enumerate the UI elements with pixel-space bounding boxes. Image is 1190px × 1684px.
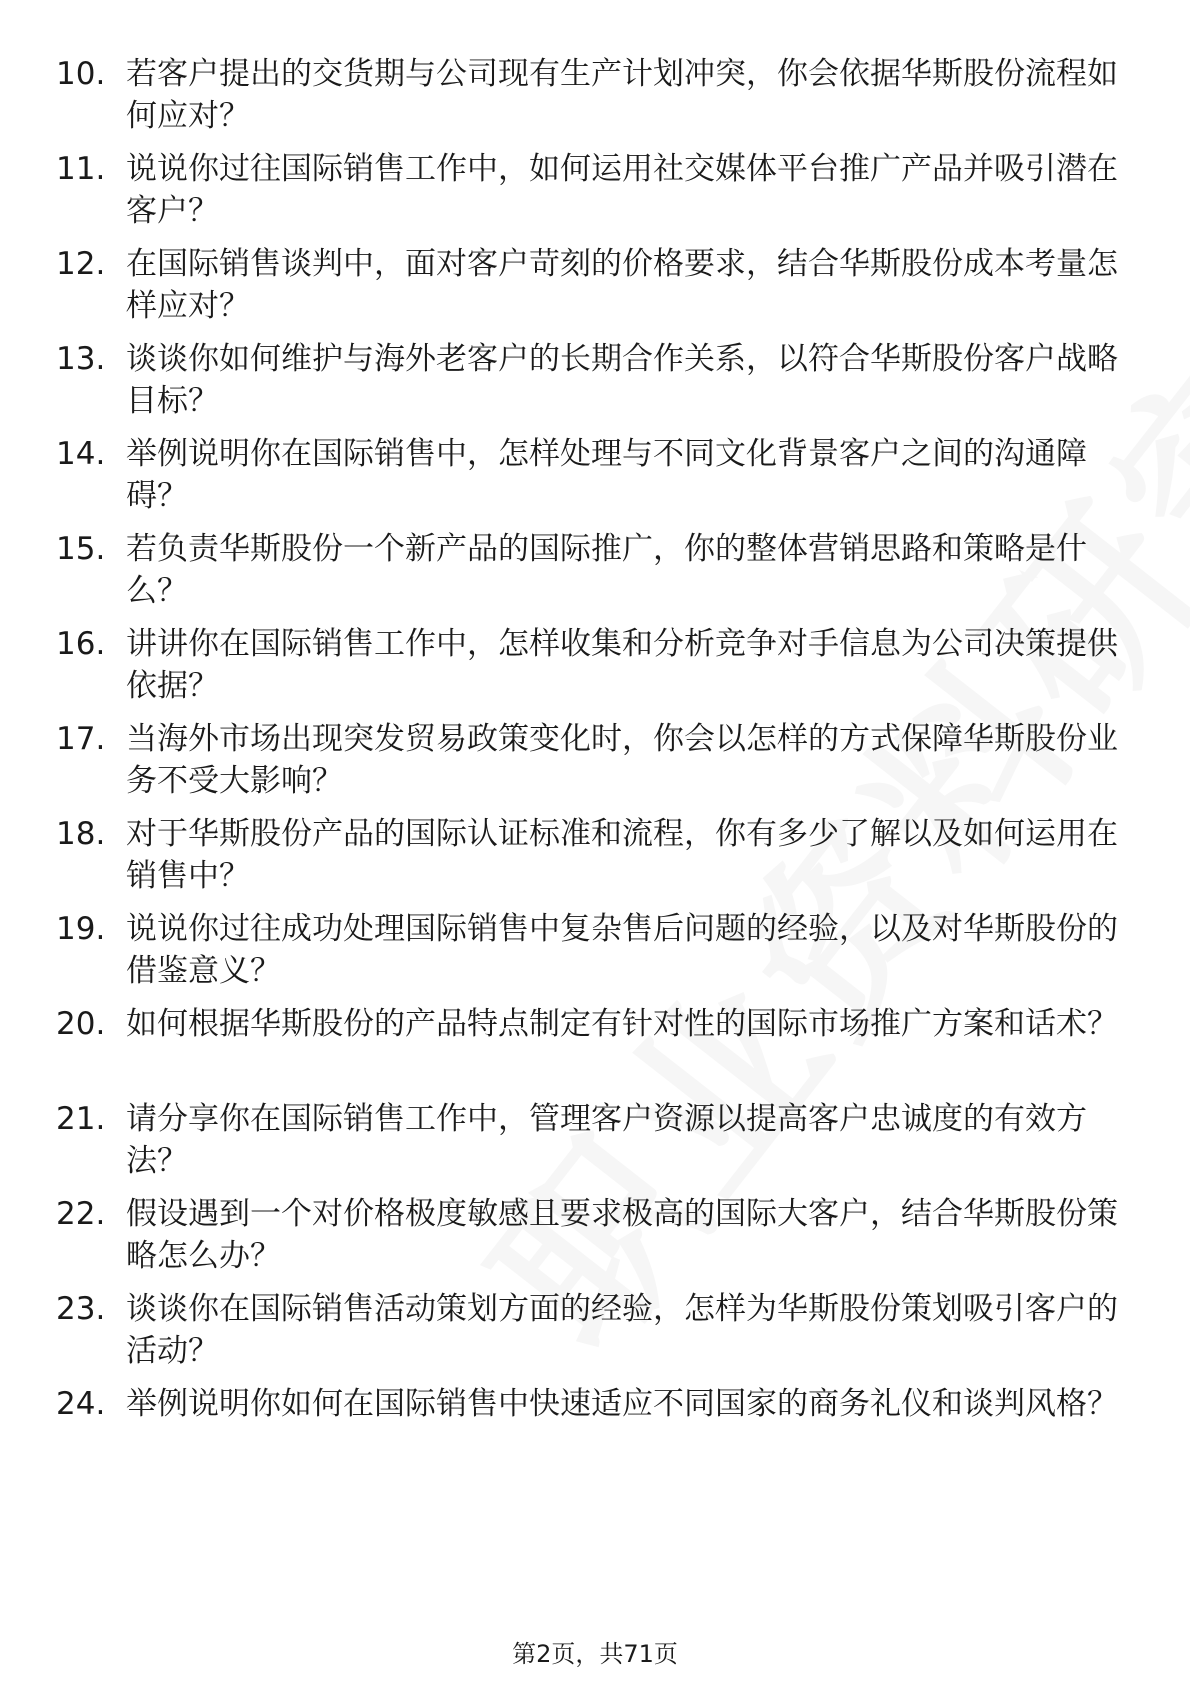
question-number: 21. <box>56 1101 106 1137</box>
question-number: 10. <box>56 56 106 92</box>
page-footer: 第2页，共71页 <box>512 1640 678 1668</box>
question-text: 在国际销售谈判中，面对客户苛刻的价格要求，结合华斯股份成本考量怎样应对？ <box>126 246 1118 324</box>
question-text: 说说你过往国际销售工作中，如何运用社交媒体平台推广产品并吸引潜在客户？ <box>126 151 1118 229</box>
question-text: 假设遇到一个对价格极度敏感且要求极高的国际大客户，结合华斯股份策略怎么办？ <box>126 1196 1118 1274</box>
question-text: 说说你过往成功处理国际销售中复杂售后问题的经验，以及对华斯股份的借鉴意义？ <box>126 911 1118 989</box>
question-text: 如何根据华斯股份的产品特点制定有针对性的国际市场推广方案和话术？ <box>126 1006 1118 1042</box>
question-number: 22. <box>56 1196 106 1232</box>
question-text: 举例说明你在国际销售中，怎样处理与不同文化背景客户之间的沟通障碍？ <box>126 436 1087 514</box>
question-text: 举例说明你如何在国际销售中快速适应不同国家的商务礼仪和谈判风格？ <box>126 1386 1118 1422</box>
question-text: 讲讲你在国际销售工作中，怎样收集和分析竞争对手信息为公司决策提供依据？ <box>126 626 1118 704</box>
question-number: 12. <box>56 246 106 282</box>
question-number: 17. <box>56 721 106 757</box>
question-text: 谈谈你如何维护与海外老客户的长期合作关系，以符合华斯股份客户战略目标？ <box>126 341 1118 419</box>
question-number: 23. <box>56 1291 106 1327</box>
question-text: 若客户提出的交货期与公司现有生产计划冲突，你会依据华斯股份流程如何应对？ <box>126 56 1118 134</box>
question-number: 18. <box>56 816 106 852</box>
question-text: 若负责华斯股份一个新产品的国际推广，你的整体营销思路和策略是什么？ <box>126 531 1087 609</box>
question-number: 15. <box>56 531 106 567</box>
question-text: 对于华斯股份产品的国际认证标准和流程，你有多少了解以及如何运用在销售中？ <box>126 816 1118 894</box>
question-number: 24. <box>56 1386 106 1422</box>
question-text: 谈谈你在国际销售活动策划方面的经验，怎样为华斯股份策划吸引客户的活动？ <box>126 1291 1118 1369</box>
question-number: 11. <box>56 151 106 187</box>
question-text: 当海外市场出现突发贸易政策变化时，你会以怎样的方式保障华斯股份业务不受大影响？ <box>126 721 1118 799</box>
question-text: 请分享你在国际销售工作中，管理客户资源以提高客户忠诚度的有效方法？ <box>126 1101 1087 1179</box>
question-number: 19. <box>56 911 106 947</box>
question-number: 20. <box>56 1006 106 1042</box>
question-number: 13. <box>56 341 106 377</box>
question-number: 14. <box>56 436 106 472</box>
question-number: 16. <box>56 626 106 662</box>
